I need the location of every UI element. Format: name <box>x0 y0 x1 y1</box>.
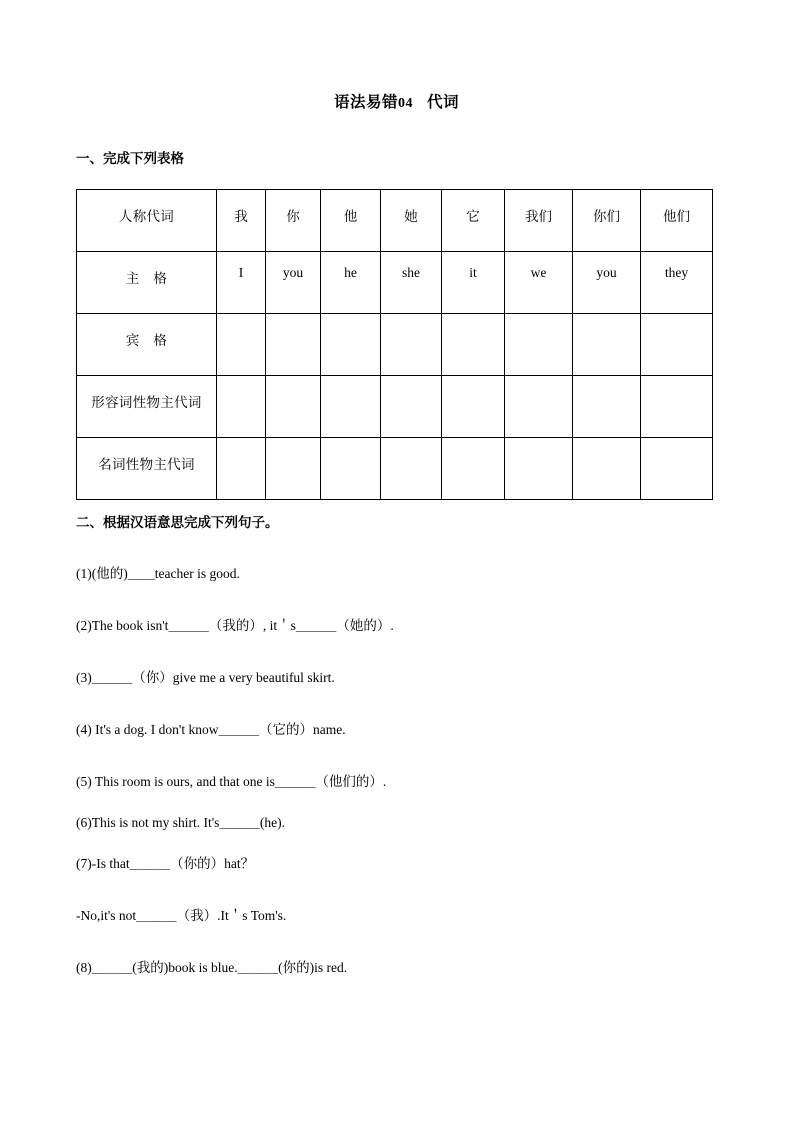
cell-text <box>266 314 320 328</box>
row-label-text: 形容词性物主代词 <box>91 395 202 411</box>
page-title-suffix: 代词 <box>427 93 460 111</box>
page-title-main: 语法易错 <box>333 93 398 111</box>
table-cell-blank[interactable] <box>381 314 442 376</box>
table-cell-blank[interactable] <box>266 438 321 500</box>
table-cell <box>573 190 641 252</box>
table-row-header <box>77 190 713 252</box>
cell-text <box>442 438 504 452</box>
section-1-heading: 一、完成下列表格 <box>76 151 184 167</box>
cell-text: 她 <box>404 209 418 225</box>
table-cell <box>321 190 381 252</box>
cell-text <box>266 438 320 452</box>
table-row-object-case <box>77 314 713 376</box>
table-row-label <box>77 376 217 438</box>
cell-text: I <box>238 265 244 280</box>
table-row-subject-case <box>77 252 713 314</box>
cell-text: it <box>469 265 477 280</box>
exercise-item-7: (7)-Is that＿＿＿（你的）hat？ <box>76 856 255 871</box>
cell-text <box>641 376 712 390</box>
exercise-item-5: (5) This room is ours, and that one is＿＿＿（他们的）. <box>76 774 387 789</box>
cell-text <box>381 376 441 390</box>
row-label-text: 宾 格 <box>125 333 168 349</box>
table-cell <box>442 252 505 314</box>
table-cell-blank[interactable] <box>505 376 573 438</box>
row-label-text: 人称代词 <box>118 209 175 225</box>
cell-text <box>217 376 265 390</box>
table-cell-blank[interactable] <box>505 438 573 500</box>
table-cell <box>505 190 573 252</box>
table-row-possessive-adjective <box>77 376 713 438</box>
page-title-number: 04 <box>398 96 413 111</box>
table-cell-blank[interactable] <box>573 376 641 438</box>
table-cell <box>381 252 442 314</box>
section-2-heading: 二、根据汉语意思完成下列句子。 <box>76 515 279 531</box>
row-label-text: 名词性物主代词 <box>98 457 195 473</box>
cell-text <box>641 438 712 452</box>
cell-text <box>442 376 504 390</box>
table-row-label <box>77 438 217 500</box>
cell-text <box>573 438 640 452</box>
table-cell-blank[interactable] <box>442 438 505 500</box>
table-cell <box>573 252 641 314</box>
table-cell <box>321 252 381 314</box>
cell-text <box>381 438 441 452</box>
table-cell-blank[interactable] <box>641 438 713 500</box>
row-label-text: 主 格 <box>125 271 168 287</box>
cell-text <box>321 376 380 390</box>
table-cell <box>442 190 505 252</box>
cell-text <box>381 314 441 328</box>
table-cell-blank[interactable] <box>321 376 381 438</box>
table-cell <box>641 190 713 252</box>
cell-text <box>505 314 572 328</box>
table-cell <box>217 190 266 252</box>
table-cell <box>266 252 321 314</box>
exercise-item-1: (1)(他的)＿＿teacher is good. <box>76 566 240 581</box>
exercise-item-8: (8)＿＿＿(我的)book is blue.＿＿＿(你的)is red. <box>76 960 348 975</box>
table-cell-blank[interactable] <box>641 314 713 376</box>
cell-text <box>505 376 572 390</box>
page-title <box>0 90 793 112</box>
cell-text: she <box>402 265 420 280</box>
cell-text: 他们 <box>663 209 690 225</box>
table-cell-blank[interactable] <box>321 314 381 376</box>
table-cell-blank[interactable] <box>505 314 573 376</box>
cell-text <box>573 314 640 328</box>
cell-text: 它 <box>466 209 480 225</box>
table-cell-blank[interactable] <box>641 376 713 438</box>
table-cell-blank[interactable] <box>442 314 505 376</box>
table-cell-blank[interactable] <box>442 376 505 438</box>
exercise-item-7-answer: -No,it's not＿＿＿（我）.It＇s Tom's. <box>76 908 287 923</box>
cell-text: you <box>282 265 304 280</box>
table-cell <box>266 190 321 252</box>
table-cell <box>217 252 266 314</box>
table-row-label <box>77 190 217 252</box>
cell-text <box>573 376 640 390</box>
exercise-item-4: (4) It's a dog. I don't know＿＿＿（它的）name. <box>76 722 346 737</box>
cell-text: 我们 <box>525 209 552 225</box>
table-cell-blank[interactable] <box>573 438 641 500</box>
table-cell-blank[interactable] <box>266 376 321 438</box>
table-cell-blank[interactable] <box>381 438 442 500</box>
pronoun-table <box>76 189 713 500</box>
table-cell <box>381 190 442 252</box>
table-cell <box>641 252 713 314</box>
cell-text: 他 <box>343 209 358 225</box>
exercise-item-6: (6)This is not my shirt. It's＿＿＿(he). <box>76 815 286 830</box>
table-cell-blank[interactable] <box>321 438 381 500</box>
table-cell-blank[interactable] <box>217 438 266 500</box>
cell-text <box>321 438 380 452</box>
table-row-label <box>77 314 217 376</box>
cell-text: he <box>344 265 357 280</box>
exercise-item-2: (2)The book isn't＿＿＿（我的）, it＇s＿＿＿（她的）. <box>76 618 394 633</box>
cell-text <box>217 314 265 328</box>
cell-text: 你 <box>286 209 300 225</box>
exercise-item-3: (3)＿＿＿（你）give me a very beautiful skirt. <box>76 670 335 685</box>
cell-text: they <box>664 265 689 280</box>
table-cell-blank[interactable] <box>217 376 266 438</box>
cell-text <box>321 314 380 328</box>
table-cell-blank[interactable] <box>573 314 641 376</box>
cell-text <box>266 376 320 390</box>
cell-text <box>505 438 572 452</box>
cell-text: 你们 <box>593 209 620 225</box>
table-cell-blank[interactable] <box>217 314 266 376</box>
table-row-label <box>77 252 217 314</box>
table-cell <box>505 252 573 314</box>
table-cell-blank[interactable] <box>266 314 321 376</box>
cell-text <box>641 314 712 328</box>
cell-text: we <box>530 265 547 280</box>
cell-text: you <box>596 265 617 280</box>
cell-text <box>442 314 504 328</box>
table-cell-blank[interactable] <box>381 376 442 438</box>
cell-text: 我 <box>234 209 248 225</box>
table-row-possessive-pronoun <box>77 438 713 500</box>
cell-text <box>217 438 265 452</box>
